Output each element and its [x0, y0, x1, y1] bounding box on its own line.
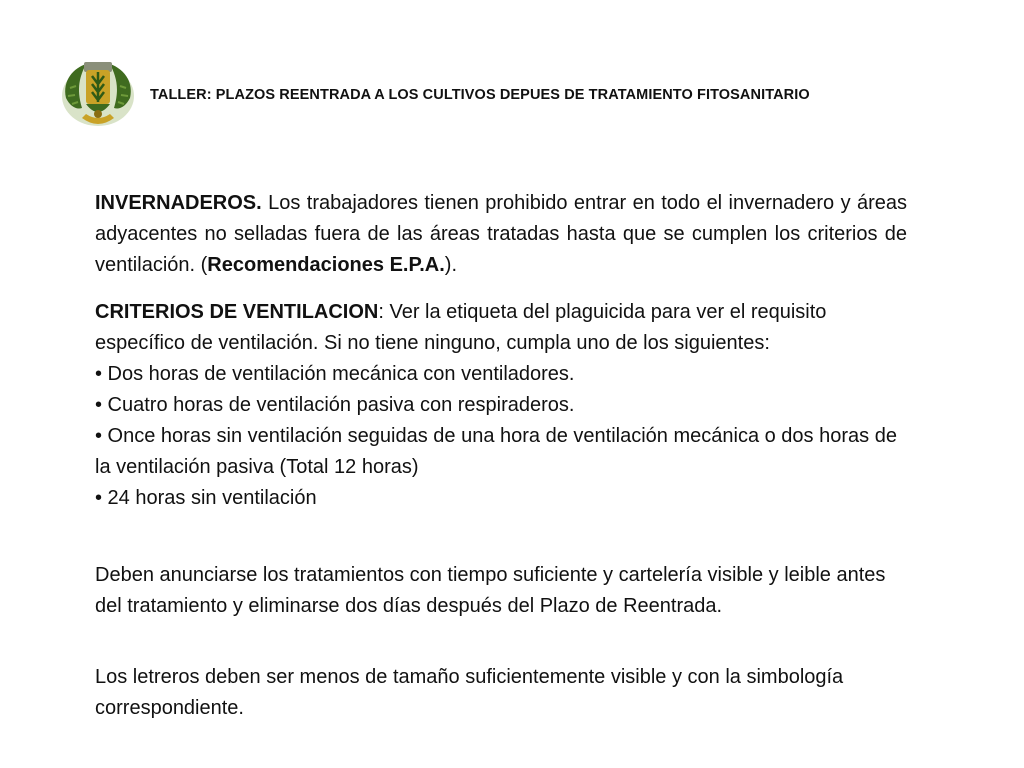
criterios-lead: CRITERIOS DE VENTILACION — [95, 301, 379, 323]
slide-title: TALLER: PLAZOS REENTRADA A LOS CULTIVOS DEPUES DE TRATAMIENTO FITOSANITARIO — [150, 87, 810, 103]
invernaderos-lead: INVERNADEROS. — [95, 192, 262, 214]
criterios-intro-line — [95, 297, 907, 359]
letreros-paragraph: Los letreros deben ser menos de tamaño suficientemente visible y con la simbología correspondiente. — [95, 666, 844, 719]
anuncio-paragraph: Deben anunciarse los tratamientos con tiempo suficiente y cartelería visible y leible antes del tratamiento y eliminarse dos días después del Plazo de Reentrada. — [95, 564, 886, 617]
coat-of-arms-emblem-icon — [58, 58, 138, 130]
criterio-bullet-1: • Dos horas de ventilación mecánica con ventiladores. — [95, 363, 575, 385]
invernaderos-paragraph — [95, 188, 907, 281]
criterio-bullet-2: • Cuatro horas de ventilación pasiva con respiraderos. — [95, 394, 575, 416]
criterio-bullet-3: • Once horas sin ventilación seguidas de una hora de ventilación mecánica o dos horas de la ventilación pasiva (Total 12 horas) — [95, 425, 897, 478]
criterios-intro: : Ver la etiqueta del plaguicida para ver el requisito específico de ventilación. Si no tiene ninguno, cumpla uno de los siguientes: — [95, 301, 827, 354]
criterio-bullet-4: • 24 horas sin ventilación — [95, 487, 317, 509]
invernaderos-tail: ). — [444, 254, 457, 276]
epa-recommendations: Recomendaciones E.P.A. — [207, 254, 445, 276]
criterios-paragraph — [95, 297, 907, 514]
invernaderos-text: Los trabajadores tienen prohibido entrar en todo el invernadero y áreas adyacentes no selladas fuera de las áreas tratadas hasta que se cumplen los criterios de ventilación. ( — [95, 192, 907, 276]
